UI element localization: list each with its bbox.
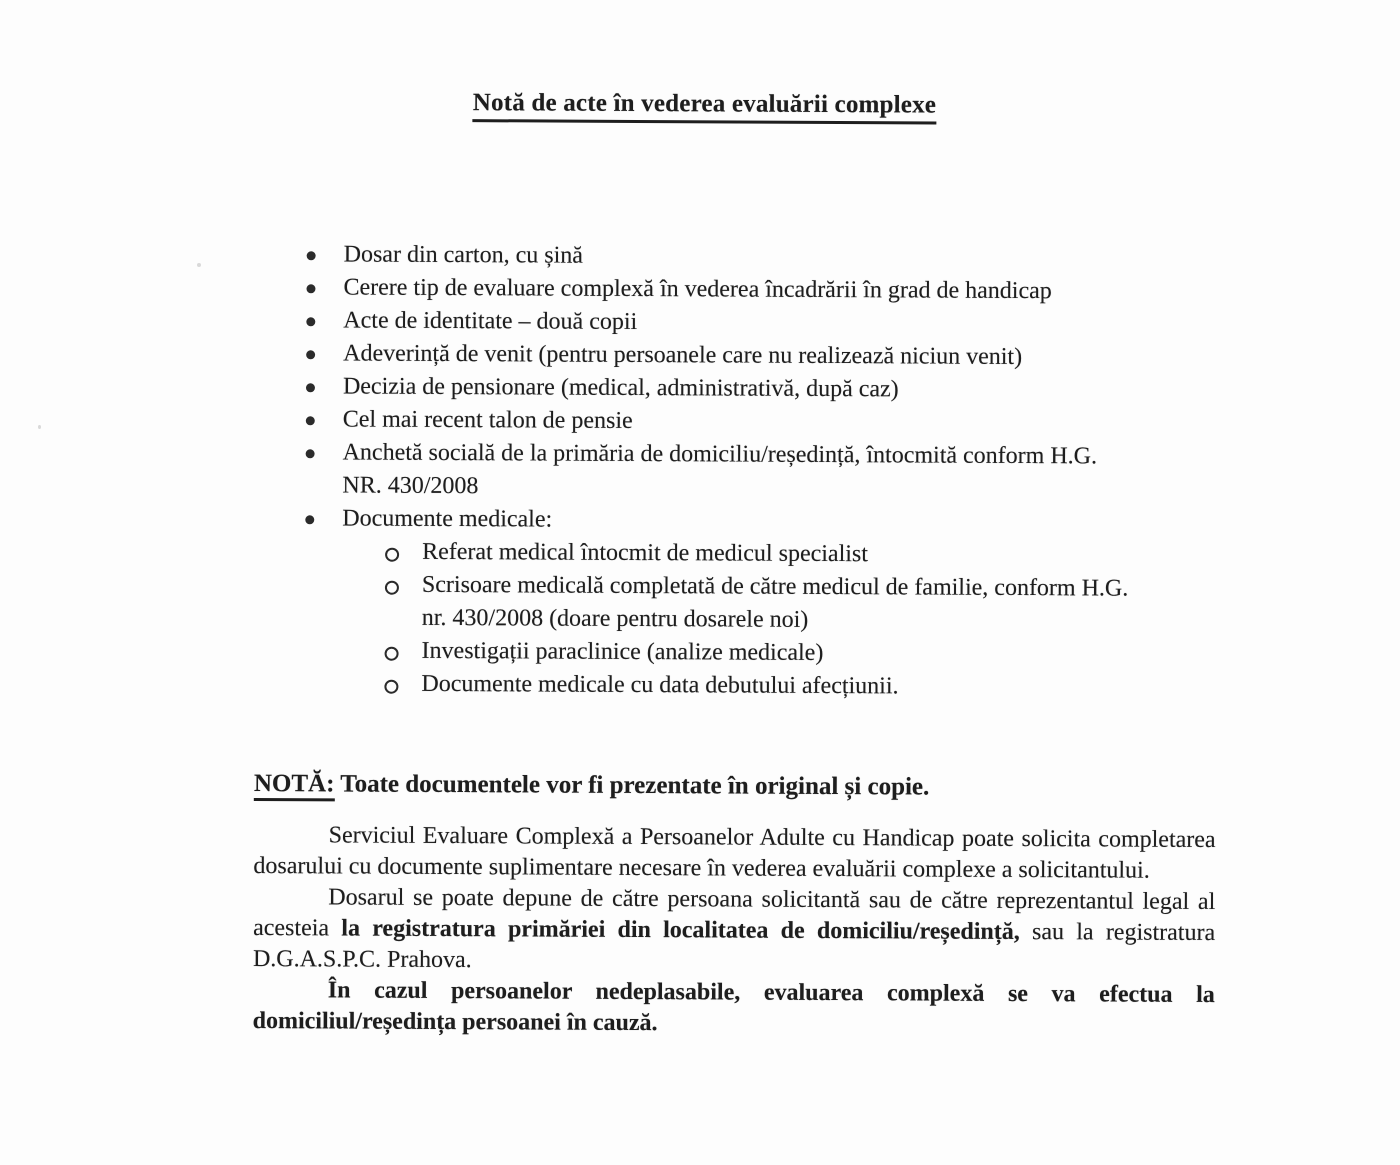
document-title-text: Notă de acte în vederea evaluării complexe	[473, 89, 937, 124]
list-item	[257, 238, 1219, 276]
list-item-text-line2: NR. 430/2008	[342, 472, 479, 500]
circle-bullet-icon	[384, 680, 398, 694]
list-item	[256, 271, 1218, 309]
list-item-text: Cel mai recent talon de pensie	[342, 406, 633, 434]
list-item	[255, 502, 1217, 540]
list-item	[256, 304, 1218, 342]
sublist-item	[254, 667, 1216, 705]
list-item	[256, 337, 1218, 375]
note-line	[254, 770, 930, 802]
paragraph-non-ambulatory: În cazul persoanelor nedeplasabile, evaluarea complexă se va efectua la domiciliul/reședința persoanei în cauză.	[252, 977, 1215, 1037]
circle-bullet-icon	[385, 548, 399, 562]
scan-speck	[38, 425, 41, 429]
scan-speck	[197, 263, 201, 267]
sublist-item-text-line2: nr. 430/2008 (doare pentru dosarele noi)	[421, 604, 809, 633]
bullet-icon	[306, 317, 315, 326]
bullet-icon	[306, 383, 315, 392]
paragraph-service-evaluation: Serviciul Evaluare Complexă a Persoanelor Adulte cu Handicap poate solicita completarea dosarului cu documente suplimentare necesare în vederea evaluării complexe a solicitantului.	[253, 822, 1216, 884]
note-text: Toate documentele vor fi prezentate în original și copie.	[334, 770, 930, 801]
paragraph-file-submission	[253, 882, 1215, 980]
circle-bullet-icon	[385, 581, 399, 595]
list-item-text: Acte de identitate – două copii	[343, 307, 638, 335]
bullet-icon	[306, 416, 315, 425]
sublist-item	[255, 535, 1217, 573]
sublist-item-text: Scrisoare medicală completată de către medicul de familie, conform H.G.	[421, 571, 1129, 602]
paragraph-text: Dosarul se poate depune de către persoana solicitantă sau de către reprezentantul legal al acesteia	[253, 884, 1216, 942]
list-item-text: Documente medicale:	[342, 505, 553, 533]
document-title	[223, 88, 1185, 121]
body-paragraphs	[253, 820, 1216, 1042]
paragraph-bold-text: la registratura primăriei din localitatea de domiciliu/reședință,	[341, 915, 1020, 946]
sublist-item	[255, 568, 1217, 639]
list-item	[255, 436, 1217, 507]
bullet-icon	[306, 350, 315, 359]
bullet-icon	[306, 284, 315, 293]
circle-bullet-icon	[385, 647, 399, 661]
sublist-item-text: Documente medicale cu data debutului afecțiunii.	[421, 670, 899, 700]
list-item	[256, 403, 1218, 441]
list-item-text: Cerere tip de evaluare complexă în vederea încadrării în grad de handicap	[343, 274, 1052, 305]
paragraph-text: sau la registratura D.G.A.S.P.C. Prahova.	[252, 919, 1216, 974]
list-item-text: Decizia de pensionare (medical, administrativă, după caz)	[342, 373, 899, 403]
document-content	[252, 0, 1220, 1165]
sublist-item	[255, 634, 1217, 672]
list-item-text: Adeverință de venit (pentru persoanele care nu realizează niciun venit)	[343, 340, 1023, 371]
medical-documents-sublist	[254, 535, 1217, 705]
note-label: NOTĂ:	[254, 770, 335, 801]
bullet-icon	[307, 251, 316, 260]
list-item	[256, 370, 1218, 408]
list-item-text: Dosar din carton, cu șină	[343, 241, 583, 269]
required-documents-list	[255, 238, 1219, 540]
bullet-icon	[306, 449, 315, 458]
sublist-item-text: Referat medical întocmit de medicul specialist	[422, 538, 869, 568]
list-item-text: Anchetă socială de la primăria de domiciliu/reședință, întocmită conform H.G.	[342, 439, 1098, 470]
bullet-icon	[305, 515, 314, 524]
sublist-item-text: Investigații paraclinice (analize medicale)	[421, 637, 824, 666]
